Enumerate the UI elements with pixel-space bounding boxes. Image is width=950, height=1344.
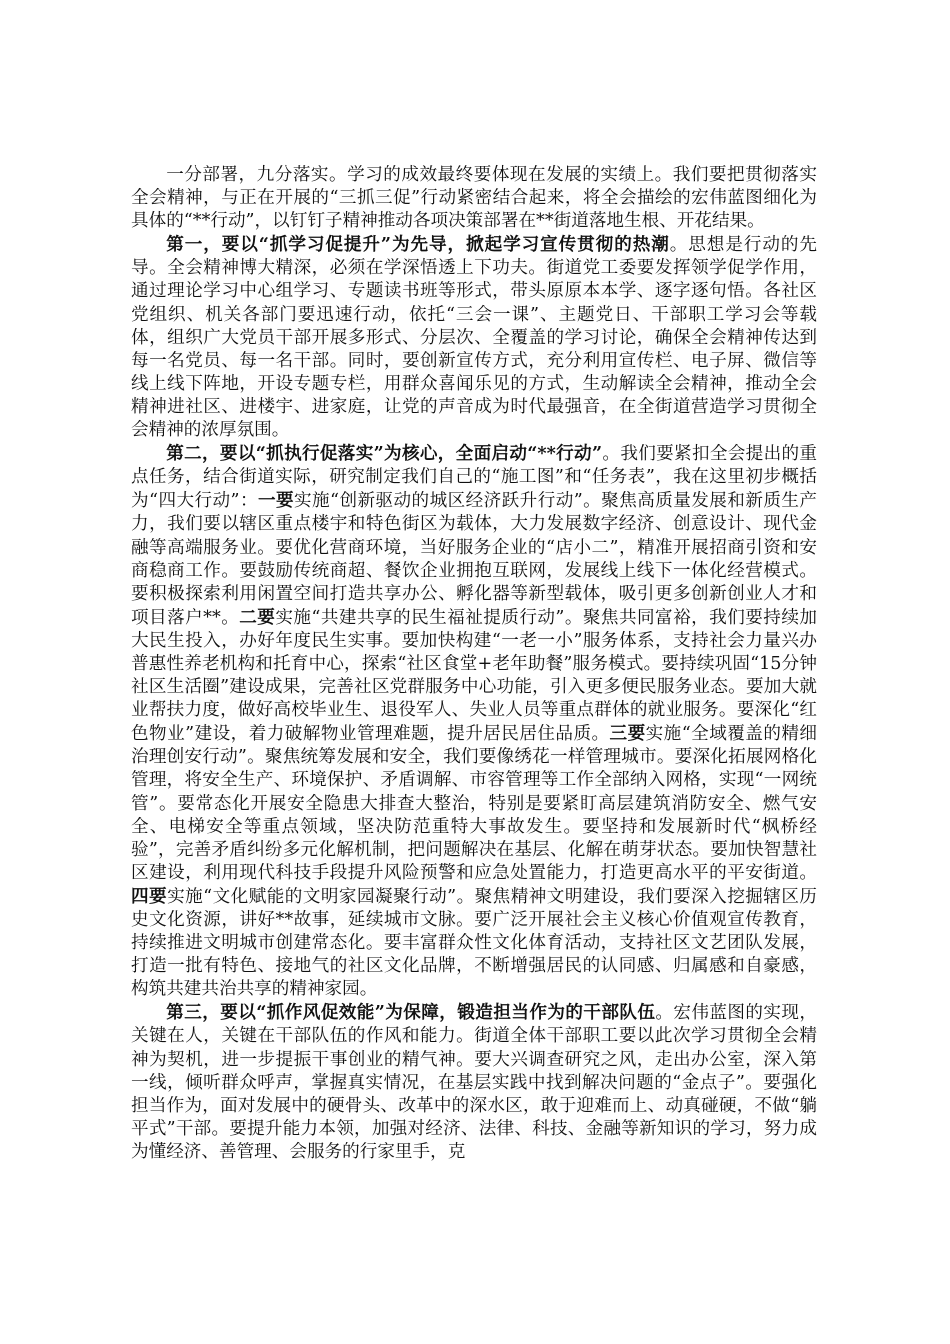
action-3-text: 实施“全域覆盖的精细治理创安行动”。聚焦统筹发展和安全，我们要像绣花一样管理城市。要深化拓展网格化管理，将安全生产、环境保护、矛盾调解、市容管理等工作全部纳入网格，实现“一网统管”。要常态化开展安全隐患大排查大整治，特别是要紧盯高层建筑消防安全、燃气安全、电梯安全等重点领域，坚决防范重特大事故发生。要坚持和发展新时代“枫桥经验”，完善矛盾纠纷多元化解机制，把问题解决在基层、化解在萌芽状态。要加快智慧社区建设，利用现代科技手段提升风险预警和应急处置能力，打造更高水平的平安街道。 (131, 724, 817, 883)
action-4-marker: 四要 (131, 885, 168, 907)
action-1-marker: 一要 (257, 490, 295, 512)
paragraph-4-heading: 第三，要以“抓作风促效能”为保障，锻造担当作为的干部队伍 (166, 1002, 656, 1024)
paragraph-3 (131, 442, 817, 1001)
action-2-marker: 二要 (239, 606, 276, 628)
paragraph-3-heading: 第二，要以“抓执行促落实”为核心，全面启动“**行动” (166, 443, 603, 465)
document-page (131, 164, 817, 1164)
action-1-text: 实施“创新驱动的城区经济跃升行动”。聚焦高质量发展和新质生产力，我们要以辖区重点楼宇和特色街区为载体，大力发展数字经济、创意设计、现代金融等高端服务业。要优化营商环境，当好服务企业的“店小二”，精准开展招商引资和安商稳商工作。要鼓励传统商超、餐饮企业拥抱互联网，发展线上线下一体化经营模式。要积极探索利用闲置空间打造共享办公、孵化器等新型载体，吸引更多创新创业人才和项目落户**。 (131, 491, 817, 628)
action-4-text: 实施“文化赋能的文明家园凝聚行动”。聚焦精神文明建设，我们要深入挖掘辖区历史文化资源，讲好**故事，延续城市文脉。要广泛开展社会主义核心价值观宣传教育，持续推进文明城市创建常态化。要丰富群众性文化体育活动，支持社区文艺团队发展，打造一批有特色、接地气的社区文化品牌，不断增强居民的认同感、归属感和自豪感，构筑共建共治共享的精神家园。 (131, 886, 817, 1000)
action-3-marker: 三要 (609, 723, 646, 745)
action-2-text: 实施“共建共享的民生福祉提质行动”。聚焦共同富裕，我们要持续加大民生投入，办好年度民生实事。要加快构建“一老一小”服务体系，支持社会力量兴办普惠性养老机构和托育中心，探索“社区食堂+老年助餐”服务模式。要持续巩固“15分钟社区生活圈”建设成果，完善社区党群服务中心功能，引入更多便民服务业态。要加大就业帮扶力度，做好高校毕业生、退役军人、失业人员等重点群体的就业服务。要深化“红色物业”建设，着力破解物业管理难题，提升居民居住品质。 (131, 607, 817, 745)
paragraph-3-intro: 。我们要紧扣全会提出的重点任务，结合街道实际，研究制定我们自己的“施工图”和“任务表”，我在这里初步概括为“四大行动”： (131, 444, 817, 512)
paragraph-4 (131, 1001, 817, 1164)
paragraph-2 (131, 233, 817, 442)
paragraph-1-text: 一分部署，九分落实。学习的成效最终要体现在发展的实绩上。我们要把贯彻落实全会精神，与正在开展的“三抓三促”行动紧密结合起来，将全会描绘的宏伟蓝图细化为具体的“**行动”，以钉钉子精神推动各项决策部署在**街道落地生根、开花结果。 (131, 165, 817, 232)
paragraph-4-text: 。宏伟蓝图的实现，关键在人，关键在干部队伍的作风和能力。街道全体干部职工要以此次学习贯彻全会精神为契机，进一步提振干事创业的精气神。要大兴调查研究之风，走出办公室，深入第一线，倾听群众呼声，掌握真实情况，在基层实践中找到解决问题的“金点子”。要强化担当作为，面对发展中的硬骨头、改革中的深水区，敢于迎难而上、动真碰硬，不做“躺平式”干部。要提升能力本领，加强对经济、法律、科技、金融等新知识的学习，努力成为懂经济、善管理、会服务的行家里手，克 (131, 1003, 817, 1162)
paragraph-2-heading: 第一，要以“抓学习促提升”为先导，掀起学习宣传贯彻的热潮 (166, 234, 670, 256)
paragraph-1 (131, 164, 817, 233)
paragraph-2-text: 。思想是行动的先导。全会精神博大精深，必须在学深悟透上下功夫。街道党工委要发挥领学促学作用，通过理论学习中心组学习、专题读书班等形式，带头原原本本学、逐字逐句悟。各社区党组织、机关各部门要迅速行动，依托“三会一课”、主题党日、干部职工学习会等载体，组织广大党员干部开展多形式、分层次、全覆盖的学习讨论，确保全会精神传达到每一名党员、每一名干部。同时，要创新宣传方式，充分利用宣传栏、电子屏、微信等线上线下阵地，开设专题专栏，用群众喜闻乐见的方式，生动解读全会精神，推动全会精神进社区、进楼宇、进家庭，让党的声音成为时代最强音，在全街道营造学习贯彻全会精神的浓厚氛围。 (131, 235, 817, 441)
